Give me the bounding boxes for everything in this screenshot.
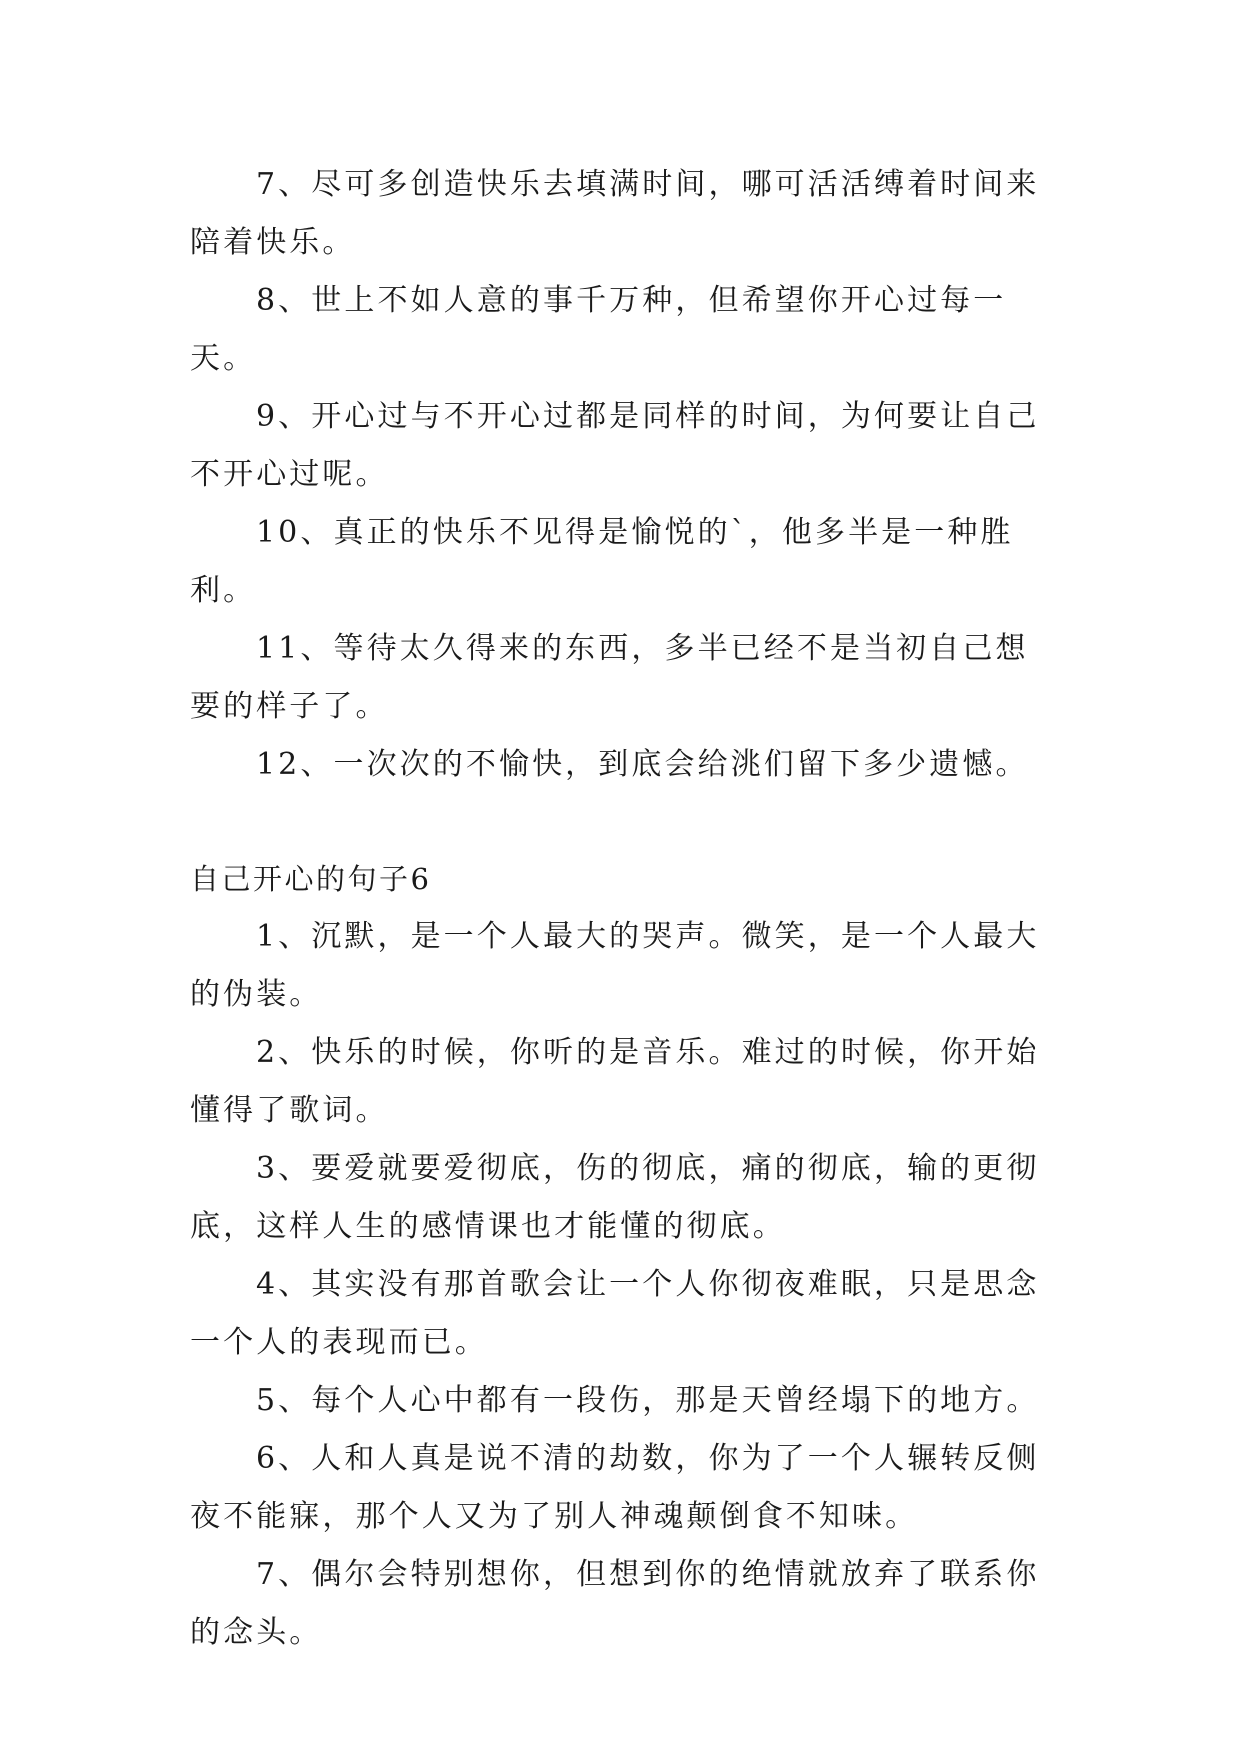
section-heading: 自己开心的句子6: [190, 862, 432, 896]
list-item: 7、偶尔会特别想你，但想到你的绝情就放弃了联系你的念头。: [190, 1557, 1040, 1650]
list-item: 4、其实没有那首歌会让一个人你彻夜难眠，只是思念一个人的表现而已。: [190, 1267, 1040, 1360]
list-item: 3、要爱就要爱彻底，伤的彻底，痛的彻底，输的更彻底，这样人生的感情课也才能懂的彻底。: [190, 1151, 1040, 1244]
list-item: 10、真正的快乐不见得是愉悦的`，他多半是一种胜利。: [190, 515, 1014, 608]
list-item: 5、每个人心中都有一段伤，那是天曾经塌下的地方。: [256, 1383, 1040, 1418]
section-spacer: [190, 794, 1050, 850]
list-item: 8、世上不如人意的事千万种，但希望你开心过每一天。: [190, 283, 1007, 376]
document-body: [190, 156, 1050, 1662]
list-item: 9、开心过与不开心过都是同样的时间，为何要让自己不开心过呢。: [190, 399, 1040, 492]
list-item: 12、一次次的不愉快，到底会给洮们留下多少遗憾。: [256, 747, 1029, 782]
list-item: 1、沉默，是一个人最大的哭声。微笑，是一个人最大的伪装。: [190, 919, 1040, 1012]
list-item: 6、人和人真是说不清的劫数，你为了一个人辗转反侧夜不能寐，那个人又为了别人神魂颠倒食不知味。: [190, 1441, 1040, 1534]
list-item: 7、尽可多创造快乐去填满时间，哪可活活缚着时间来陪着快乐。: [190, 167, 1040, 260]
list-item: 2、快乐的时候，你听的是音乐。难过的时候，你开始懂得了歌词。: [190, 1035, 1040, 1128]
list-item: 11、等待太久得来的东西，多半已经不是当初自己想要的样子了。: [190, 631, 1029, 724]
